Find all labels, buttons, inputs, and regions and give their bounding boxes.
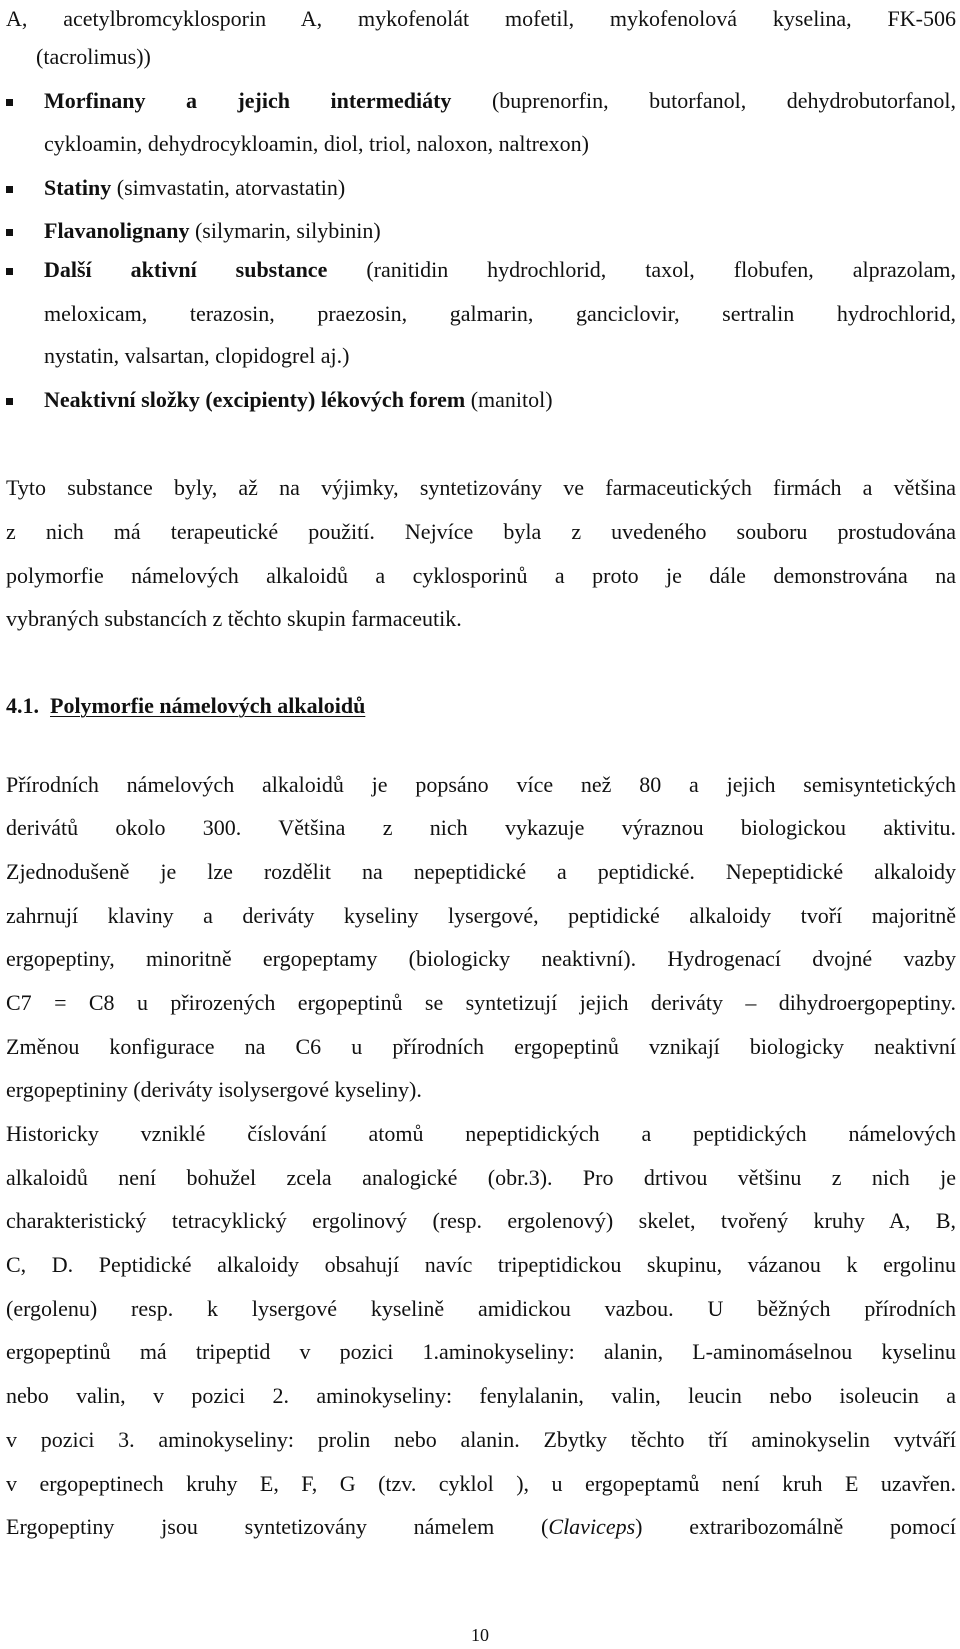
- paragraph-line: (ergolenu) resp. k lysergové kyselině amidickou vazbou. U běžných přírodních: [6, 1296, 956, 1321]
- paragraph-line: v pozici 3. aminokyseliny: prolin nebo alanin. Zbytky těchto tří aminokyselin vytváří: [6, 1427, 956, 1452]
- bullet-continuation: meloxicam, terazosin, praezosin, galmarin, ganciclovir, sertralin hydrochlorid,: [44, 301, 956, 326]
- bullet-marker: [6, 268, 13, 275]
- paragraph-line: v ergopeptinech kruhy E, F, G (tzv. cyklol ), u ergopeptamů není kruh E uzavřen.: [6, 1471, 956, 1496]
- section-heading: [6, 694, 956, 718]
- bullet-term: Statiny: [44, 175, 112, 200]
- paragraph-line: ergopeptiny, minoritně ergopeptamy (biologicky neaktivní). Hydrogenací dvojné vazby: [6, 946, 956, 971]
- paragraph-line: ergopeptinů má tripeptid v pozici 1.aminokyseliny: alanin, L-aminomáselnou kyselinu: [6, 1339, 956, 1364]
- paragraph-line: Změnou konfigurace na C6 u přírodních ergopeptinů vznikají biologicky neaktivní: [6, 1034, 956, 1059]
- paragraph-line: polymorfie námelových alkaloidů a cyklosporinů a proto je dále demonstrována na: [6, 563, 956, 588]
- paragraph-line: vybraných substancích z těchto skupin farmaceutik.: [6, 606, 462, 631]
- bullet-continuation: nystatin, valsartan, clopidogrel aj.): [44, 343, 350, 368]
- section-title: Polymorfie námelových alkaloidů: [50, 693, 366, 718]
- bullet-item: [44, 219, 956, 243]
- bullet-text: (buprenorfin, butorfanol, dehydrobutorfanol,: [451, 88, 956, 113]
- paragraph-line: nebo valin, v pozici 2. aminokyseliny: fenylalanin, valin, leucin nebo isoleucin a: [6, 1383, 956, 1408]
- paragraph-line: derivátů okolo 300. Většina z nich vykazuje výraznou biologickou aktivitu.: [6, 815, 956, 840]
- paragraph-line: [6, 1515, 956, 1539]
- bullet-text: (ranitidin hydrochlorid, taxol, flobufen, alprazolam,: [327, 257, 956, 282]
- last-line-before: Ergopeptiny jsou syntetizovány námelem (: [6, 1514, 549, 1539]
- bullet-term: Neaktivní složky (excipienty) lékových forem: [44, 387, 466, 412]
- bullet-term: Morfinany a jejich intermediáty: [44, 88, 452, 113]
- paragraph-line: Přírodních námelových alkaloidů je popsáno více než 80 a jejich semisyntetických: [6, 772, 956, 797]
- section-number: 4.1.: [6, 693, 39, 718]
- paragraph-line: zahrnují klaviny a deriváty kyseliny lysergové, peptidické alkaloidy tvoří majoritně: [6, 903, 956, 928]
- bullet-marker: [6, 229, 13, 236]
- paragraph-line: C, D. Peptidické alkaloidy obsahují navíc tripeptidickou skupinu, vázanou k ergolinu: [6, 1252, 956, 1277]
- paragraph-line: C7 = C8 u přirozených ergopeptinů se syntetizují jejich deriváty – dihydroergopeptiny.: [6, 990, 956, 1015]
- paragraph-line: charakteristický tetracyklický ergolinový (resp. ergolenový) skelet, tvořený kruhy A, B,: [6, 1208, 956, 1233]
- bullet-text: (silymarin, silybinin): [189, 218, 381, 243]
- paragraph-line: ergopeptininy (deriváty isolysergové kyseliny).: [6, 1077, 422, 1102]
- intro-line: A, acetylbromcyklosporin A, mykofenolát mofetil, mykofenolová kyselina, FK-506: [6, 6, 956, 31]
- bullet-marker: [6, 99, 13, 106]
- bullet-item: [44, 388, 956, 412]
- paragraph-line: Tyto substance byly, až na výjimky, syntetizovány ve farmaceutických firmách a většina: [6, 475, 956, 500]
- bullet-continuation: cykloamin, dehydrocykloamin, diol, triol, naloxon, naltrexon): [44, 131, 589, 156]
- paragraph-line: z nich má terapeutické použití. Nejvíce byla z uvedeného souboru prostudována: [6, 519, 956, 544]
- bullet-text: (manitol): [465, 387, 553, 412]
- bullet-item: [44, 258, 956, 282]
- intro-line: (tacrolimus)): [36, 44, 151, 69]
- bullet-text: (simvastatin, atorvastatin): [111, 175, 346, 200]
- bullet-marker: [6, 186, 13, 193]
- bullet-marker: [6, 398, 13, 405]
- paragraph-line: alkaloidů není bohužel zcela analogické (obr.3). Pro drtivou většinu z nich je: [6, 1165, 956, 1190]
- bullet-item: [44, 176, 956, 200]
- bullet-term: Další aktivní substance: [44, 257, 328, 282]
- paragraph-line: Zjednodušeně je lze rozdělit na nepeptidické a peptidické. Nepeptidické alkaloidy: [6, 859, 956, 884]
- page-number: 10: [471, 1625, 489, 1645]
- genus-name: Claviceps: [548, 1514, 636, 1539]
- bullet-term: Flavanolignany: [44, 218, 190, 243]
- bullet-item: [44, 89, 956, 113]
- paragraph-line: Historicky vzniklé číslování atomů nepeptidických a peptidických námelových: [6, 1121, 956, 1146]
- last-line-after: ) extraribozomálně pomocí: [635, 1514, 956, 1539]
